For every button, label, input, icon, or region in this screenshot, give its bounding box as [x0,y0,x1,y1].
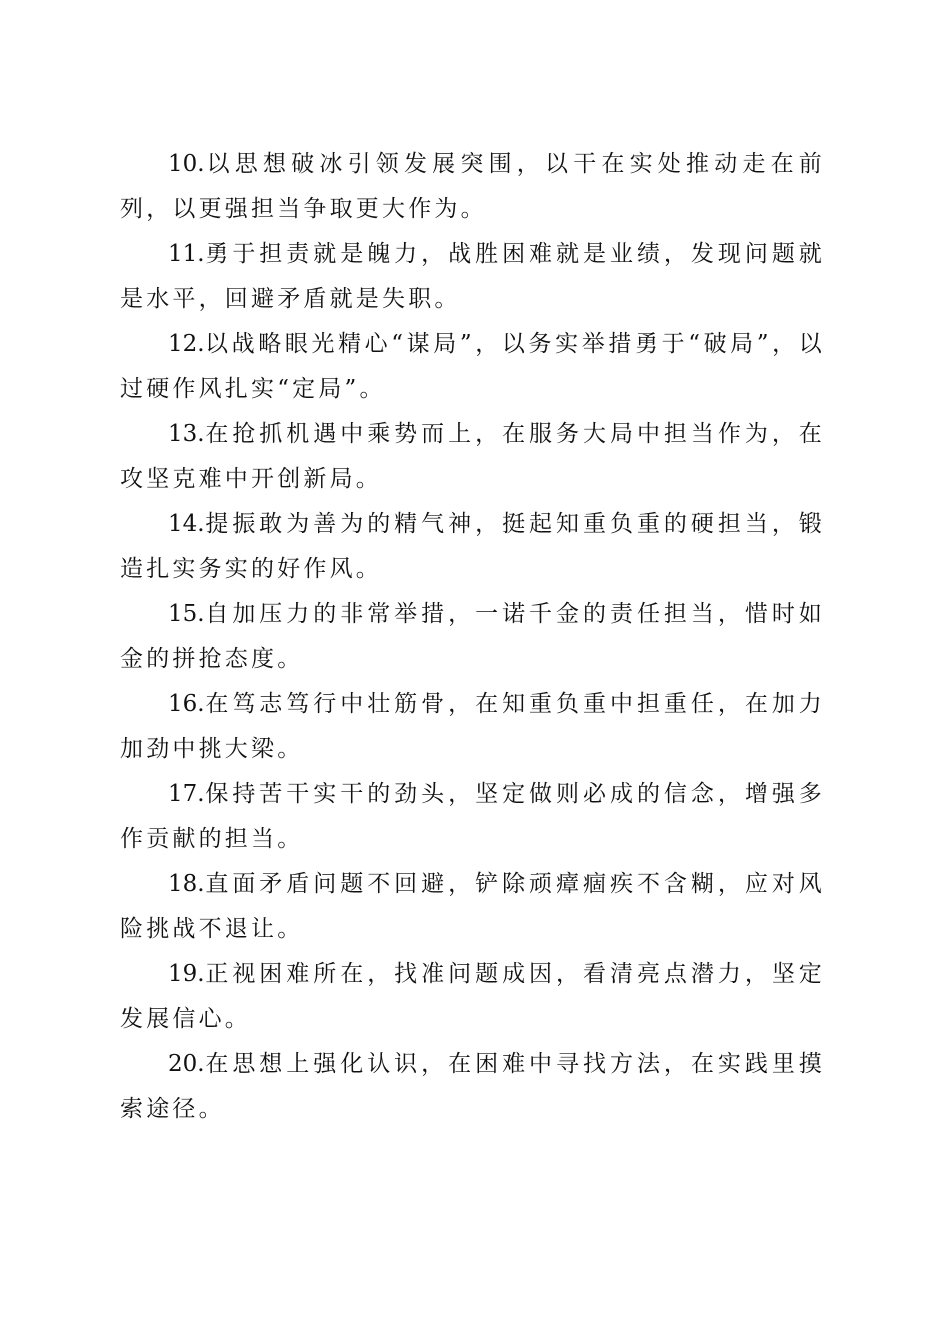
list-item [120,682,825,772]
item-text: 正视困难所在，找准问题成因，看清亮点潜力，坚定发展信心。 [120,961,825,1032]
item-text: 在抢抓机遇中乘势而上，在服务大局中担当作为，在攻坚克难中开创新局。 [120,421,825,492]
document-body [120,142,825,1132]
list-item [120,862,825,952]
list-item [120,502,825,592]
list-item [120,232,825,322]
item-number: 10. [168,151,205,177]
item-number: 13. [168,421,205,447]
list-item [120,592,825,682]
item-number: 11. [168,241,205,267]
item-text: 在思想上强化认识，在困难中寻找方法，在实践里摸索途径。 [120,1051,825,1122]
list-item [120,142,825,232]
list-item [120,952,825,1042]
item-text: 保持苦干实干的劲头，坚定做则必成的信念，增强多作贡献的担当。 [120,781,825,852]
item-text: 以思想破冰引领发展突围，以干在实处推动走在前列，以更强担当争取更大作为。 [120,151,825,222]
item-text: 勇于担责就是魄力，战胜困难就是业绩，发现问题就是水平，回避矛盾就是失职。 [120,241,825,312]
item-text: 自加压力的非常举措，一诺千金的责任担当，惜时如金的拼抢态度。 [120,601,825,672]
item-text: 直面矛盾问题不回避，铲除顽瘴痼疾不含糊，应对风险挑战不退让。 [120,871,825,942]
item-number: 17. [168,781,205,807]
item-number: 12. [168,331,205,357]
list-item [120,322,825,412]
item-text: 在笃志笃行中壮筋骨，在知重负重中担重任，在加力加劲中挑大梁。 [120,691,825,762]
item-number: 18. [168,871,205,897]
item-number: 19. [168,961,205,987]
item-number: 20. [168,1051,205,1077]
list-item [120,412,825,502]
item-text: 提振敢为善为的精气神，挺起知重负重的硬担当，锻造扎实务实的好作风。 [120,511,825,582]
list-item [120,772,825,862]
item-number: 16. [168,691,205,717]
item-number: 15. [168,601,205,627]
item-text: 以战略眼光精心“谋局”，以务实举措勇于“破局”，以过硬作风扎实“定局”。 [120,331,825,402]
list-item [120,1042,825,1132]
item-number: 14. [168,511,205,537]
